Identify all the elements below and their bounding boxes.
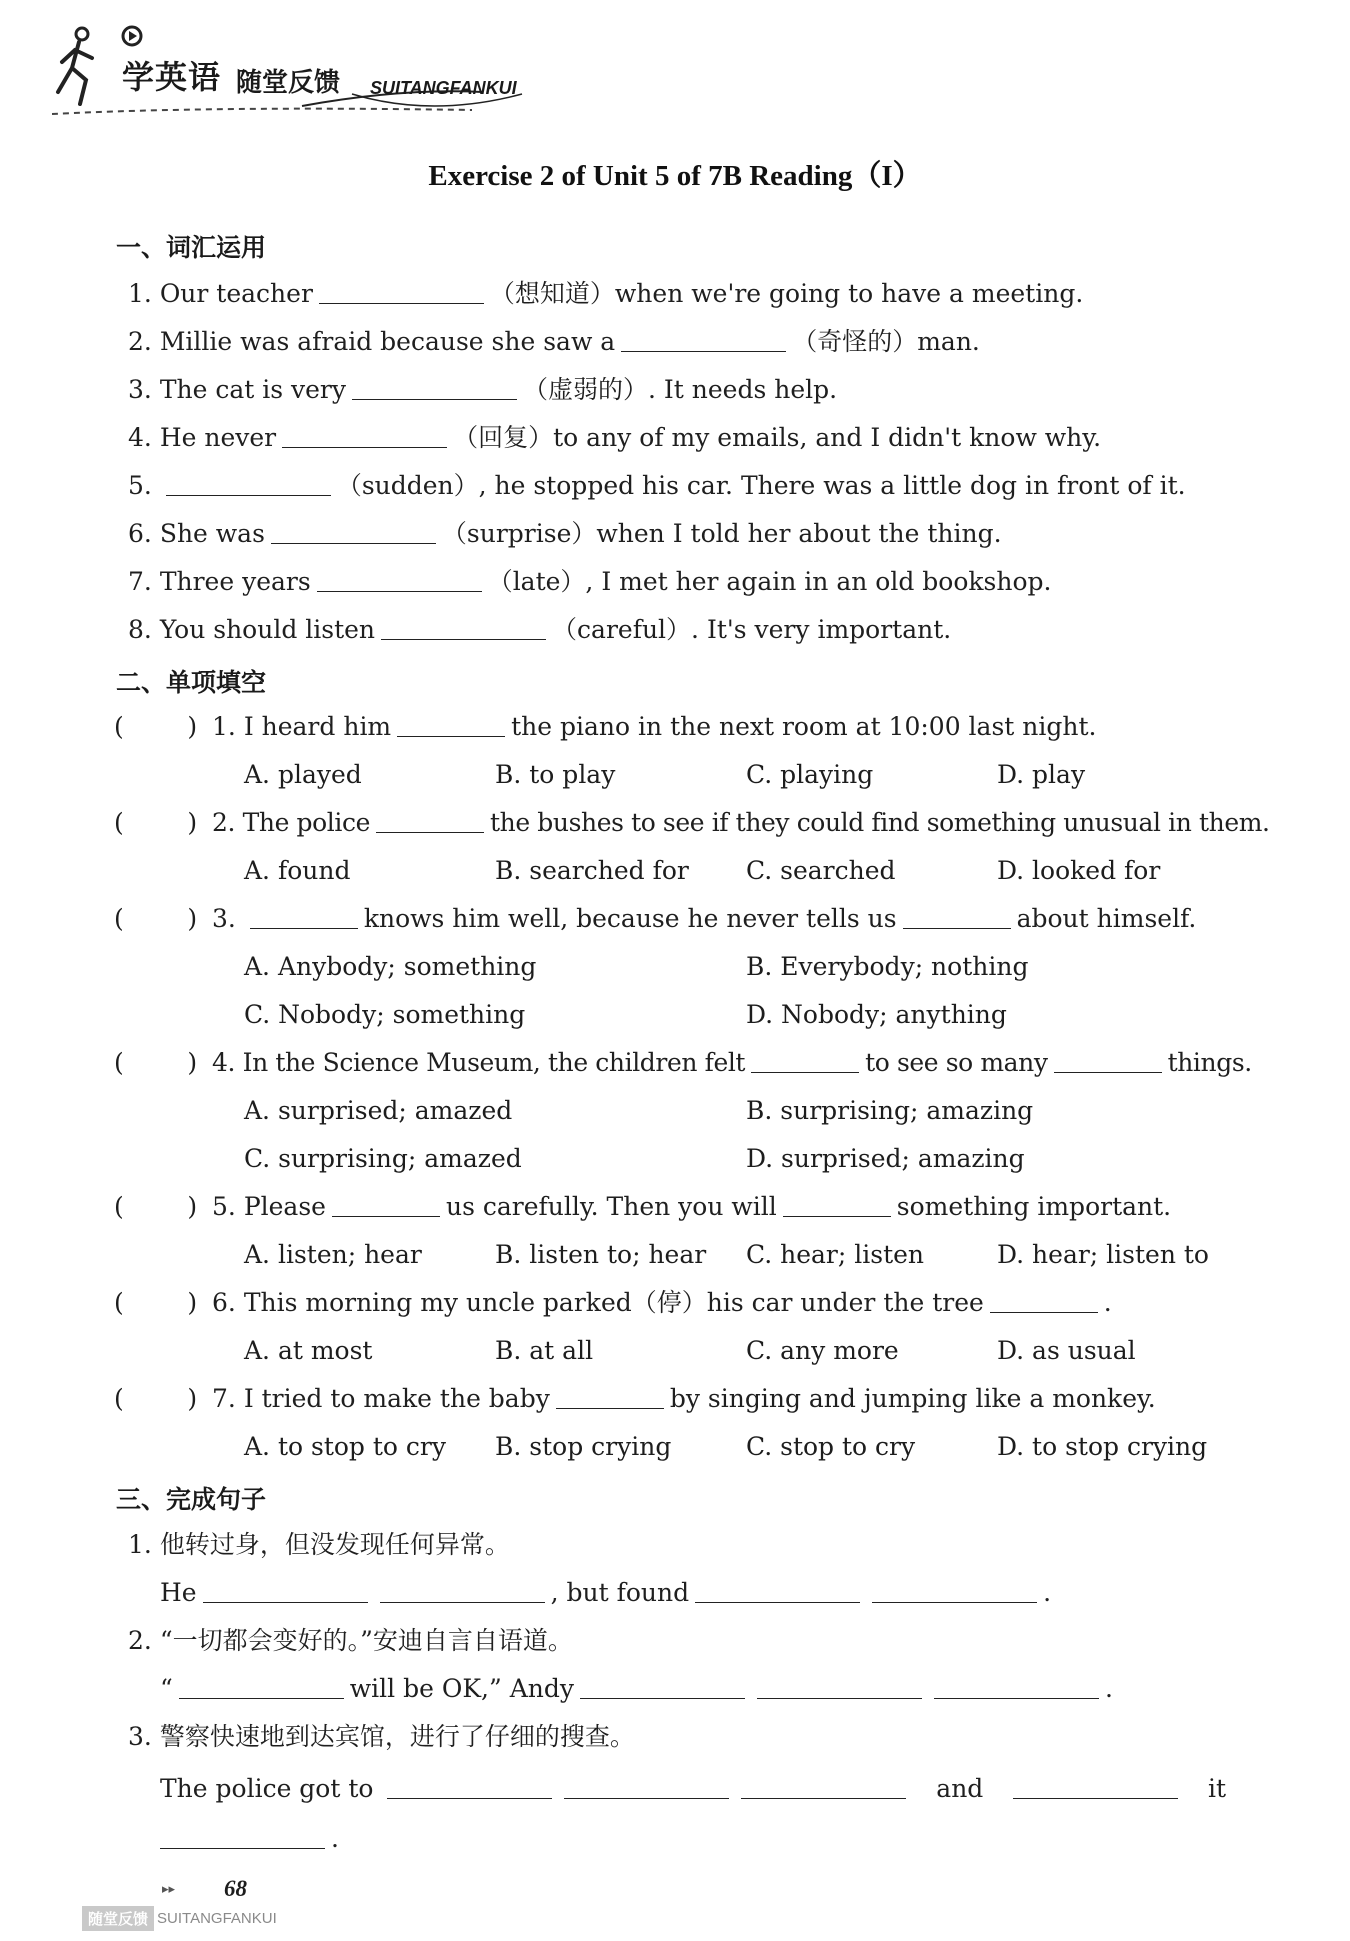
answer-blank[interactable] <box>271 521 436 544</box>
option-d[interactable]: D. Nobody; anything <box>746 1000 1007 1029</box>
answer-blank[interactable] <box>397 714 505 737</box>
mc-question: 6. This morning my uncle parked（停）his car under the tree . <box>212 1288 1112 1317</box>
answer-blank[interactable] <box>741 1776 906 1799</box>
answer-blank[interactable] <box>757 1676 922 1699</box>
brand-subtitle: 随堂反馈 <box>236 68 341 98</box>
answer-blank[interactable] <box>783 1194 891 1217</box>
option-d[interactable]: D. to stop crying <box>997 1432 1208 1461</box>
answer-blank[interactable] <box>282 425 447 448</box>
answer-bracket[interactable]: ( ) <box>114 808 198 837</box>
answer-bracket[interactable]: ( ) <box>114 712 198 741</box>
vocab-item: 8. You should listen （careful）. It's very important. <box>128 615 952 644</box>
answer-blank[interactable] <box>751 1050 859 1073</box>
answer-blank[interactable] <box>317 569 482 592</box>
answer-blank[interactable] <box>1013 1776 1178 1799</box>
mc-question: 7. I tried to make the baby by singing and jumping like a monkey. <box>212 1384 1156 1413</box>
section-2-heading: 二、单项填空 <box>116 668 267 697</box>
footer-brand-cn: 随堂反馈 <box>82 1906 154 1931</box>
translation-line: The police got to and it <box>160 1774 1227 1803</box>
option-d[interactable]: D. hear; listen to <box>997 1240 1209 1269</box>
option-b[interactable]: B. searched for <box>495 856 689 885</box>
page-title: Exercise 2 of Unit 5 of 7B Reading（I） <box>428 160 922 192</box>
vocab-item: 6. She was （surprise）when I told her about the thing. <box>128 519 1002 548</box>
header-logo <box>52 22 572 122</box>
answer-bracket[interactable]: ( ) <box>114 1288 198 1317</box>
page-arrow-icon: ▸▸ <box>162 1882 176 1897</box>
translation-line: “ will be OK,” Andy . <box>160 1674 1113 1703</box>
answer-blank[interactable] <box>1054 1050 1162 1073</box>
chinese-prompt: 1. 他转过身，但没发现任何异常。 <box>128 1530 510 1559</box>
mc-question: 5. Please us carefully. Then you will something important. <box>212 1192 1172 1221</box>
option-c[interactable]: C. hear; listen <box>746 1240 925 1269</box>
answer-blank[interactable] <box>695 1580 860 1603</box>
option-b[interactable]: B. Everybody; nothing <box>746 952 1029 981</box>
answer-blank[interactable] <box>621 329 786 352</box>
option-d[interactable]: D. play <box>997 760 1086 789</box>
option-c[interactable]: C. any more <box>746 1336 899 1365</box>
answer-blank[interactable] <box>166 473 331 496</box>
section-1-heading: 一、词汇运用 <box>116 233 267 262</box>
translation-line-cont: . <box>160 1822 339 1856</box>
option-b[interactable]: B. at all <box>495 1336 594 1365</box>
chinese-prompt: 3. 警察快速地到达宾馆，进行了仔细的搜查。 <box>128 1722 635 1751</box>
option-c[interactable]: C. searched <box>746 856 896 885</box>
answer-blank[interactable] <box>250 906 358 929</box>
answer-blank[interactable] <box>387 1776 552 1799</box>
option-a[interactable]: A. Anybody; something <box>244 952 537 981</box>
answer-blank[interactable] <box>160 1826 325 1849</box>
section-3-heading: 三、完成句子 <box>116 1485 267 1514</box>
option-b[interactable]: B. surprising; amazing <box>746 1096 1034 1125</box>
answer-blank[interactable] <box>203 1580 368 1603</box>
vocab-item: 3. The cat is very （虚弱的）. It needs help. <box>128 375 838 404</box>
vocab-item: 4. He never （回复）to any of my emails, and I didn't know why. <box>128 423 1102 452</box>
option-c[interactable]: C. Nobody; something <box>244 1000 526 1029</box>
option-a[interactable]: A. to stop to cry <box>244 1432 446 1461</box>
answer-blank[interactable] <box>179 1676 344 1699</box>
option-b[interactable]: B. stop crying <box>495 1432 672 1461</box>
page-number: 68 <box>224 1876 247 1901</box>
option-a[interactable]: A. at most <box>244 1336 373 1365</box>
option-a[interactable]: A. surprised; amazed <box>244 1096 513 1125</box>
vocab-item: 7. Three years （late）, I met her again in an old bookshop. <box>128 567 1052 596</box>
answer-bracket[interactable]: ( ) <box>114 904 198 933</box>
answer-blank[interactable] <box>381 617 546 640</box>
option-a[interactable]: A. listen; hear <box>244 1240 422 1269</box>
vocab-item: 1. Our teacher （想知道）when we're going to have a meeting. <box>128 279 1084 308</box>
answer-bracket[interactable]: ( ) <box>114 1384 198 1413</box>
mc-question: 1. I heard him the piano in the next room at 10:00 last night. <box>212 712 1097 741</box>
option-c[interactable]: C. stop to cry <box>746 1432 916 1461</box>
option-c[interactable]: C. surprising; amazed <box>244 1144 522 1173</box>
mc-question: 4. In the Science Museum, the children felt to see so many things. <box>212 1048 1252 1077</box>
answer-blank[interactable] <box>332 1194 440 1217</box>
option-d[interactable]: D. looked for <box>997 856 1161 885</box>
footer-brand <box>82 1905 277 1931</box>
answer-blank[interactable] <box>903 906 1011 929</box>
answer-blank[interactable] <box>352 377 517 400</box>
option-b[interactable]: B. listen to; hear <box>495 1240 707 1269</box>
option-b[interactable]: B. to play <box>495 760 616 789</box>
mc-question: 2. The police the bushes to see if they could find something unusual in them. <box>212 808 1270 837</box>
chinese-prompt: 2. “一切都会变好的。”安迪自言自语道。 <box>128 1626 573 1655</box>
answer-blank[interactable] <box>990 1290 1098 1313</box>
option-d[interactable]: D. surprised; amazing <box>746 1144 1025 1173</box>
option-c[interactable]: C. playing <box>746 760 874 789</box>
answer-blank[interactable] <box>380 1580 545 1603</box>
brand-chinese: 学英语 <box>122 58 222 96</box>
mc-question: 3. knows him well, because he never tells us about himself. <box>212 904 1197 933</box>
translation-line: He , but found . <box>160 1578 1052 1607</box>
vocab-item: 5. （sudden）, he stopped his car. There was a little dog in front of it. <box>128 471 1186 500</box>
footer-brand-en: SUITANGFANKUI <box>157 1909 277 1927</box>
answer-blank[interactable] <box>872 1580 1037 1603</box>
vocab-item: 2. Millie was afraid because she saw a （奇怪的）man. <box>128 327 980 356</box>
answer-blank[interactable] <box>376 810 484 833</box>
option-d[interactable]: D. as usual <box>997 1336 1136 1365</box>
answer-bracket[interactable]: ( ) <box>114 1192 198 1221</box>
answer-blank[interactable] <box>564 1776 729 1799</box>
option-a[interactable]: A. found <box>244 856 351 885</box>
answer-blank[interactable] <box>580 1676 745 1699</box>
answer-bracket[interactable]: ( ) <box>114 1048 198 1077</box>
answer-blank[interactable] <box>934 1676 1099 1699</box>
brand-english: SUITANGFANKUI <box>370 78 517 98</box>
answer-blank[interactable] <box>556 1386 664 1409</box>
option-a[interactable]: A. played <box>244 760 362 789</box>
answer-blank[interactable] <box>319 281 484 304</box>
